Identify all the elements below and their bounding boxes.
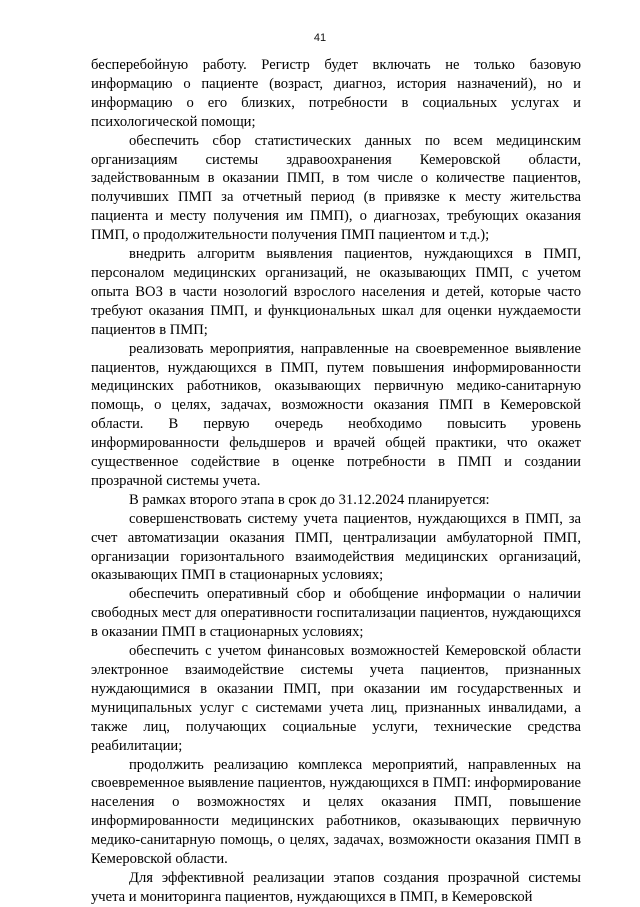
page-number: 41 (313, 32, 327, 44)
paragraph: обеспечить сбор статистических данных по всем медицинским организациям системы здравоохранения Кемеровской области, задействованным в оказании ПМП, в том числе о количестве пациентов, получивших ПМП за отчетный период (в привязке к месту жительства пациента и месту получения им ПМП), о диагнозах, требующих оказания ПМП, о продолжительности получения ПМП пациентом и т.д.); (91, 132, 581, 244)
paragraph: обеспечить с учетом финансовых возможностей Кемеровской области электронное взаимодействие системы учета пациентов, признанных нуждающимися в оказании ПМП, при оказании им государственных и муниципальных услуг с системами учета лиц, признанных инвалидами, а также лиц, получающих социальные услуги, технические средства реабилитации; (91, 643, 581, 754)
paragraph: внедрить алгоритм выявления пациентов, нуждающихся в ПМП, персоналом медицинских организаций, не оказывающих ПМП, с учетом опыта ВОЗ в части нозологий взрослого населения и детей, которые часто требуют оказания ПМП, и функциональных шкал для оценки нуждаемости пациентов в ПМП; (91, 246, 581, 338)
paragraph: реализовать мероприятия, направленные на своевременное выявление пациентов, нуждающихся в ПМП, путем повышения информированности медицинских работников, оказывающих первичную медико-санитарную помощь, о целях, задачах, возможности оказания ПМП в Кемеровской области. В первую очередь необходимо повысить уровень информированности фельдшеров и врачей общей практики, что окажет существенное содействие в оценке потребности в ПМП и создании прозрачной системы учета. (91, 340, 581, 489)
document-body (91, 56, 581, 907)
paragraph: совершенствовать систему учета пациентов, нуждающихся в ПМП, за счет автоматизации оказания ПМП, централизации амбулаторной ПМП, организации горизонтального взаимодействия медицинских организаций, оказывающих ПМП в стационарных условиях; (91, 510, 581, 584)
paragraph: бесперебойную работу. Регистр будет включать не только базовую информацию о пациенте (возраст, диагноз, история назначений), но и информацию о его близких, потребности в социальных услугах и психологической помощи; (91, 57, 581, 130)
paragraph: Для эффективной реализации этапов создания прозрачной системы учета и мониторинга пациентов, нуждающихся в ПМП, в Кемеровской (91, 869, 581, 905)
paragraph: обеспечить оперативный сбор и обобщение информации о наличии свободных мест для оперативности госпитализации пациентов, нуждающихся в оказании ПМП в стационарных условиях; (91, 586, 581, 641)
paragraph: В рамках второго этапа в срок до 31.12.2024 планируется: (129, 491, 490, 508)
paragraph: продолжить реализацию комплекса мероприятий, направленных на своевременное выявление пациентов, нуждающихся в ПМП: информирование населения о возможностях и целях оказания ПМП, повышение информированности медицинских работников, оказывающих первичную медико-санитарную помощь, о целях, задачах, возможности оказания ПМП в Кемеровской области. (91, 756, 581, 868)
